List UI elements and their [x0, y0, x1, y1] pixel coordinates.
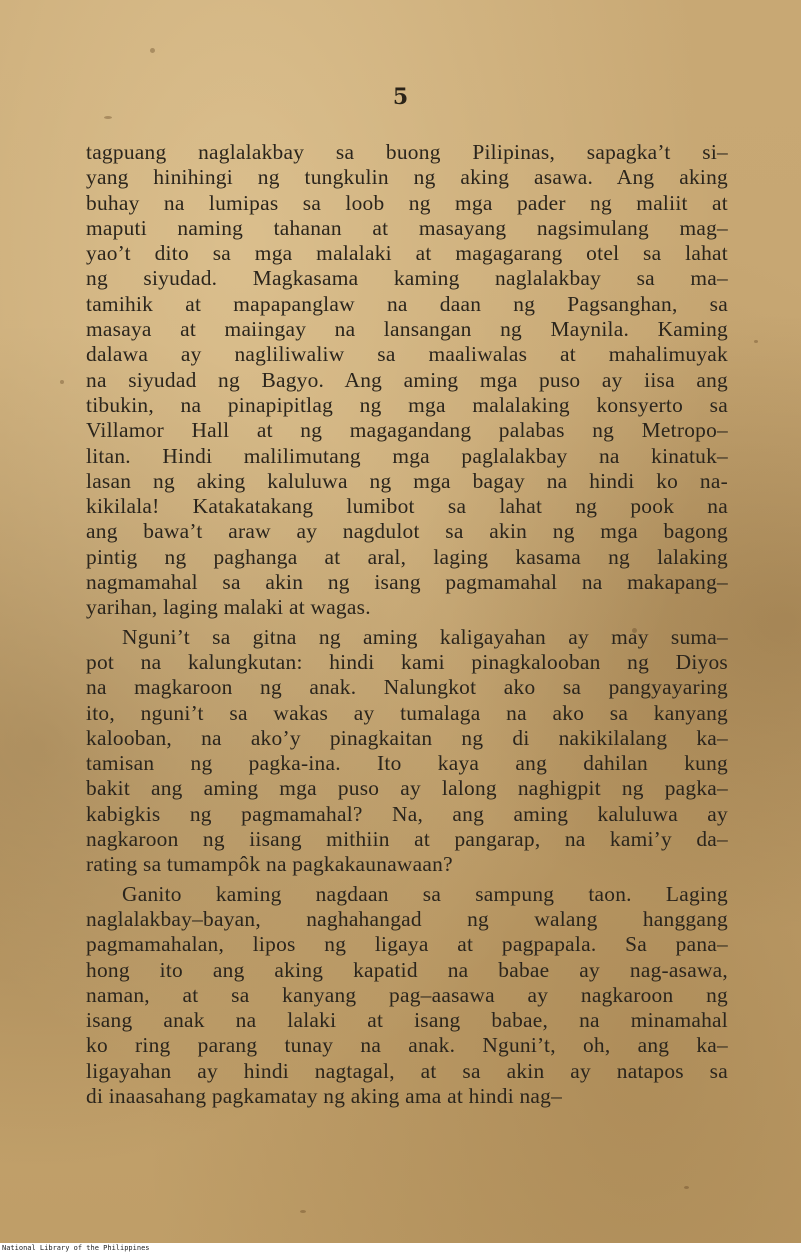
text-line: yang hinihingi ng tungkulin ng aking asawa. Ang aking [86, 165, 728, 190]
text-line: na siyudad ng Bagyo. Ang aming mga puso ay iisa ang [86, 367, 728, 392]
paragraph [86, 140, 728, 621]
paper-speck [754, 340, 758, 343]
text-line: Villamor Hall at ng magagandang palabas ng Metropo– [86, 418, 728, 443]
paper-speck [684, 1186, 689, 1189]
text-line: tamihik at mapapanglaw na daan ng Pagsanghan, sa [86, 291, 728, 316]
text-line: bakit ang aming mga puso ay lalong naghigpit ng pagka– [86, 776, 728, 801]
paper-speck [300, 1210, 306, 1213]
text-line: na magkaroon ng anak. Nalungkot ako sa pangyayaring [86, 675, 728, 700]
body-text [86, 140, 728, 1109]
text-line: ng siyudad. Magkasama kaming naglalakbay sa ma– [86, 266, 728, 291]
text-line: buhay na lumipas sa loob ng mga pader ng maliit at [86, 190, 728, 215]
text-line: pagmamahalan, lipos ng ligaya at pagpapala. Sa pana– [86, 932, 728, 957]
text-line: yao’t dito sa mga malalaki at magagarang otel sa lahat [86, 241, 728, 266]
paper-speck [150, 48, 155, 53]
text-line: kikilala! Katakatakang lumibot sa lahat ng pook na [86, 494, 728, 519]
text-line: kalooban, na ako’y pinagkaitan ng di nakikilalang ka– [86, 725, 728, 750]
text-line: tagpuang naglalakbay sa buong Pilipinas, sapagka’t si– [86, 140, 728, 164]
paper-speck [60, 380, 64, 384]
text-line: ang bawa’t araw ay nagdulot sa akin ng mga bagong [86, 519, 728, 544]
library-credit: National Library of the Philippines [2, 1244, 150, 1252]
text-line: nagkaroon ng iisang mithiin at pangarap, na kami’y da– [86, 827, 728, 852]
text-line: maputi naming tahanan at masayang nagsimulang mag– [86, 215, 728, 240]
text-line: pintig ng paghanga at aral, laging kasama ng lalaking [86, 544, 728, 569]
text-line: pot na kalungkutan: hindi kami pinagkalooban ng Diyos [86, 649, 728, 674]
text-line: ito, nguni’t sa wakas ay tumalaga na ako sa kanyang [86, 700, 728, 725]
text-line: yarihan, laging malaki at wagas. [86, 595, 371, 620]
text-line: lasan ng aking kaluluwa ng mga bagay na hindi ko na- [86, 468, 728, 493]
paper-speck [104, 116, 112, 119]
paragraph [86, 625, 728, 878]
text-line: isang anak na lalaki at isang babae, na minamahal [86, 1008, 728, 1033]
text-line: nagmamahal sa akin ng isang pagmamahal na makapang– [86, 570, 728, 595]
text-line: ko ring parang tunay na anak. Nguni’t, oh, ang ka– [86, 1033, 728, 1058]
text-line: tibukin, na pinapipitlag ng mga malalaking konsyerto sa [86, 392, 728, 417]
text-line: di inaasahang pagkamatay ng aking ama at hindi nag– [86, 1083, 563, 1108]
page-number: 5 [392, 84, 409, 110]
text-line: kabigkis ng pagmamahal? Na, ang aming kaluluwa ay [86, 801, 728, 826]
text-line: litan. Hindi malilimutang mga paglalakbay na kinatuk– [86, 443, 728, 468]
text-line: masaya at maiingay na lansangan ng Maynila. Kaming [86, 317, 728, 342]
text-line: dalawa ay nagliliwaliw sa maaliwalas at mahalimuyak [86, 342, 728, 367]
text-line: tamisan ng pagka-ina. Ito kaya ang dahilan kung [86, 751, 728, 776]
text-line: ligayahan ay hindi nagtagal, at sa akin ay natapos sa [86, 1058, 728, 1083]
text-line: naglalakbay–bayan, naghahangad ng walang hanggang [86, 906, 728, 931]
text-line: Nguni’t sa gitna ng aming kaligayahan ay may suma– [122, 624, 728, 649]
text-line: rating sa tumampôk na pagkakaunawaan? [86, 852, 453, 877]
text-line: naman, at sa kanyang pag–aasawa ay nagkaroon ng [86, 982, 728, 1007]
paragraph [86, 882, 728, 1110]
text-line: hong ito ang aking kapatid na babae ay nag-asawa, [86, 957, 728, 982]
text-line: Ganito kaming nagdaan sa sampung taon. Laging [122, 881, 728, 906]
